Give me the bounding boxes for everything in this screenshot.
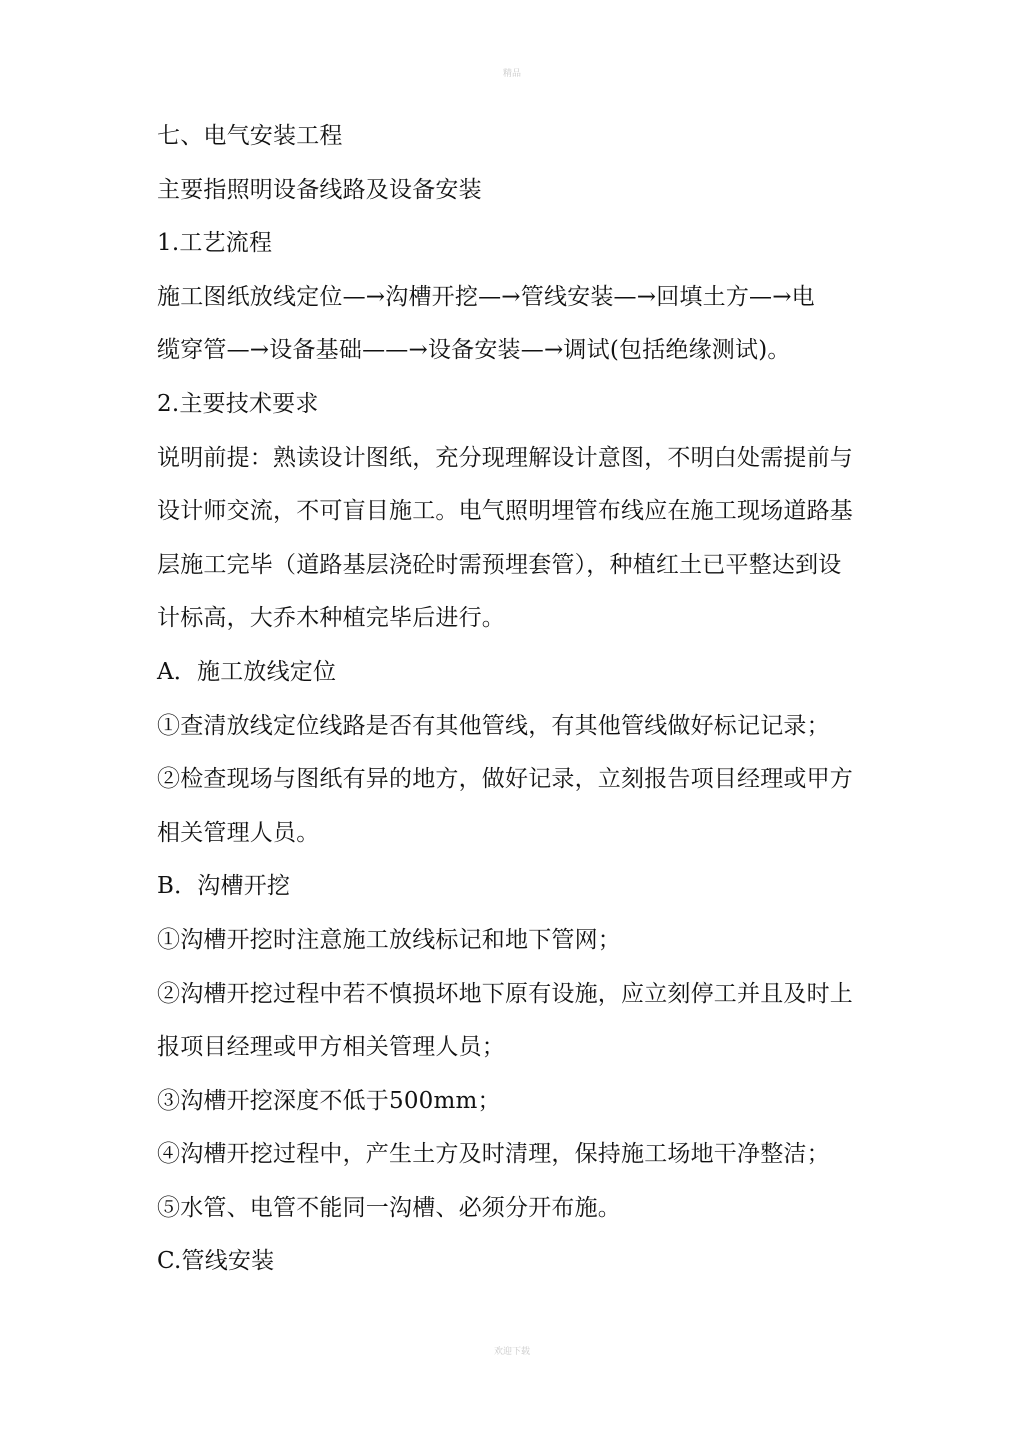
item-heading: B．沟槽开挖 [157, 873, 291, 900]
subsection-heading: 1.工艺流程 [157, 230, 273, 257]
header-watermark: 精品 [502, 69, 521, 79]
list-item: ④沟槽开挖过程中，产生土方及时清理，保持施工场地干净整洁； [157, 1141, 830, 1168]
paragraph-line: 计标高，大乔木种植完毕后进行。 [157, 605, 505, 632]
list-item: ②沟槽开挖过程中若不慎损坏地下原有设施，应立刻停工并且及时上 [157, 980, 853, 1007]
section-heading: 七、电气安装工程 [157, 123, 343, 149]
list-item: ⑤水管、电管不能同一沟槽、必须分开布施。 [157, 1194, 621, 1221]
list-item-continuation: 相关管理人员。 [157, 819, 320, 846]
list-item: ③沟槽开挖深度不低于500mm； [157, 1087, 501, 1114]
paragraph-line: 施工图纸放线定位—→沟槽开挖—→管线安装—→回填土方—→电 [157, 283, 815, 310]
item-heading: C.管线安装 [157, 1248, 275, 1275]
paragraph-line: 主要指照明设备线路及设备安装 [157, 176, 482, 203]
document-body [157, 110, 877, 1289]
paragraph-line: 设计师交流，不可盲目施工。电气照明埋管布线应在施工现场道路基 [157, 498, 853, 525]
list-item: ①沟槽开挖时注意施工放线标记和地下管网； [157, 926, 621, 953]
paragraph-line: 说明前提：熟读设计图纸，充分现理解设计意图，不明白处需提前与 [157, 444, 853, 471]
paragraph-line: 缆穿管—→设备基础——→设备安装—→调试(包括绝缘测试)。 [157, 337, 791, 364]
subsection-heading: 2.主要技术要求 [157, 390, 319, 417]
item-heading: A．施工放线定位 [157, 658, 337, 685]
list-item: ①查清放线定位线路是否有其他管线，有其他管线做好标记记录； [157, 712, 830, 739]
list-item-continuation: 报项目经理或甲方相关管理人员； [157, 1034, 505, 1061]
list-item: ②检查现场与图纸有异的地方，做好记录，立刻报告项目经理或甲方 [157, 766, 853, 793]
footer-watermark: 欢迎下载 [493, 1347, 530, 1357]
paragraph-line: 层施工完毕（道路基层浇砼时需预埋套管），种植红土已平整达到设 [157, 551, 842, 578]
